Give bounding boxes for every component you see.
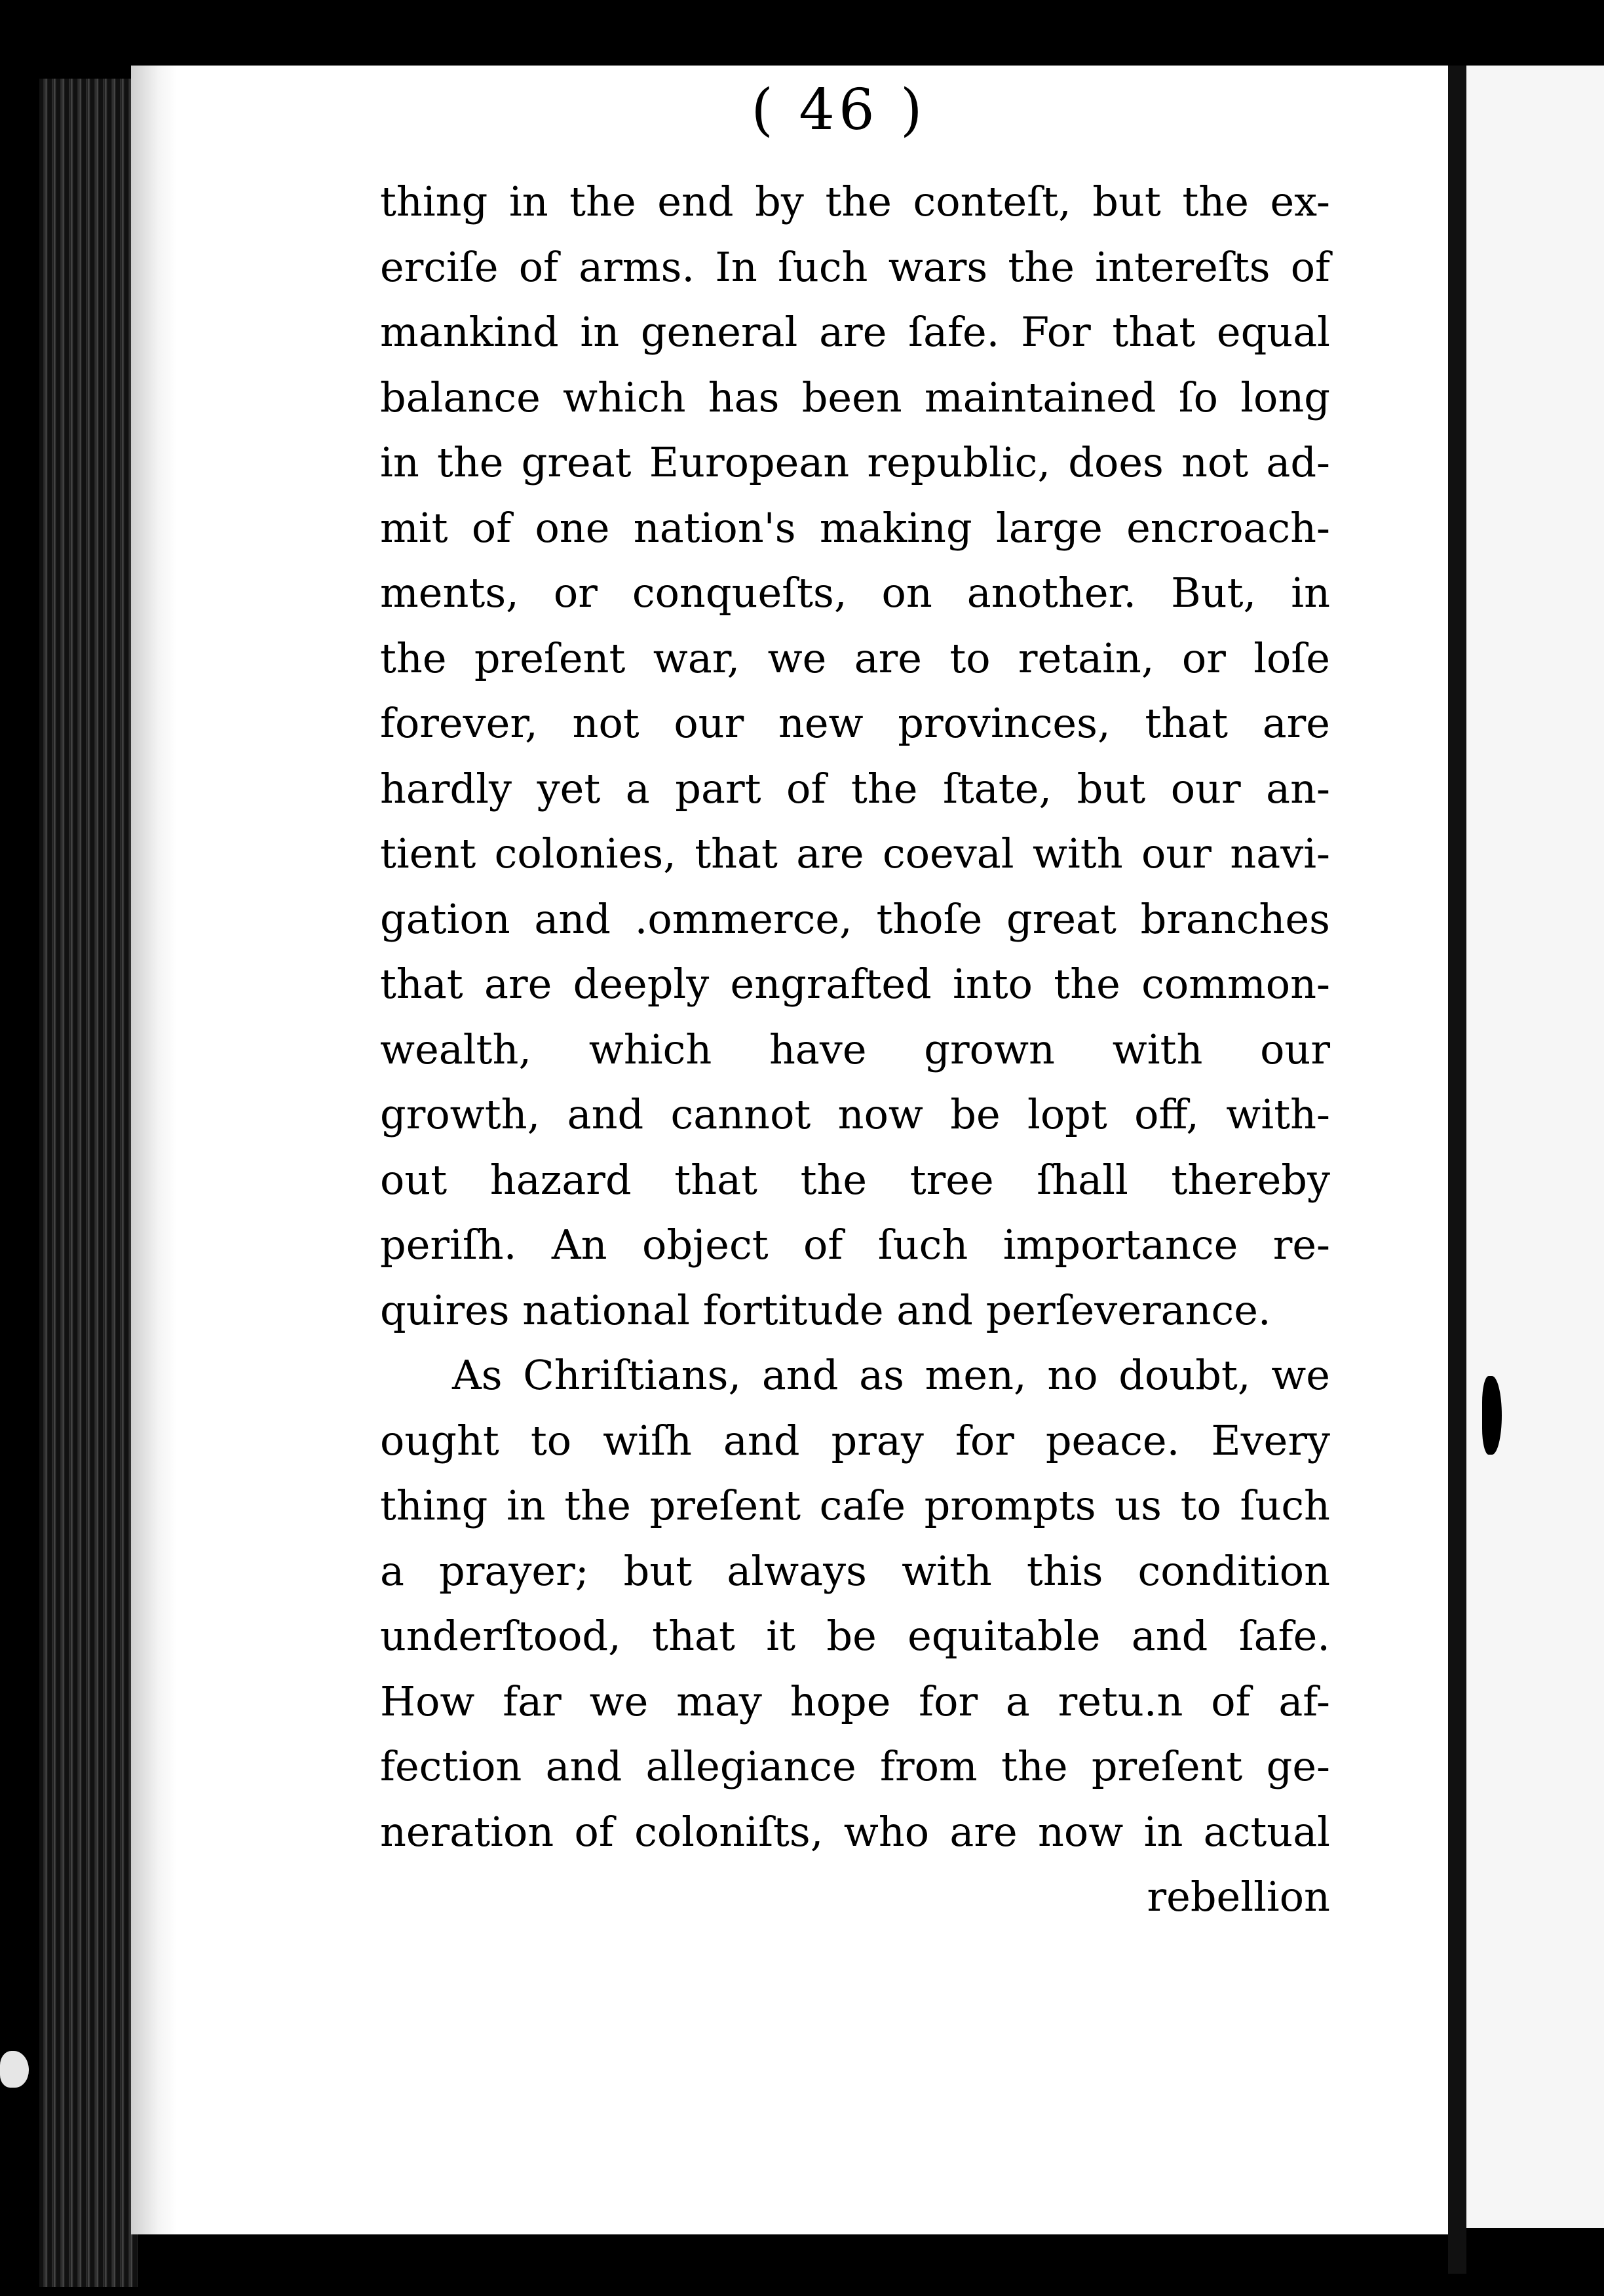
text-line: wealth, which have grown with our [380, 1025, 1330, 1073]
text-line: mankind in general are ſafe. For that equal [380, 308, 1330, 356]
book-page-edges [39, 79, 138, 2287]
paper-scrap [0, 2051, 29, 2088]
text-line: underſtood, that it be equitable and ſafe. [380, 1612, 1330, 1660]
text-line: balance which has been maintained ſo long [380, 373, 1330, 421]
binding-shadow [131, 66, 177, 2234]
text-line: in the great European republic, does not ad- [380, 438, 1330, 486]
page-number: ( 46 ) [751, 77, 926, 143]
text-line: mit of one nation's making large encroach- [380, 503, 1330, 552]
text-line: growth, and cannot now be lopt off, with- [380, 1090, 1330, 1138]
text-line: out hazard that the tree ſhall thereby [380, 1155, 1330, 1204]
text-line: erciſe of arms. In ſuch wars the intereſts of [380, 242, 1330, 291]
text-line: thing in the preſent caſe prompts us to ſuch [380, 1482, 1330, 1529]
text-line: that are deeply engrafted into the common- [380, 960, 1330, 1008]
text-line: tient colonies, that are coeval with our navi- [380, 830, 1330, 877]
text-line: As Chriſtians, and as men, no doubt, we [452, 1351, 1330, 1399]
text-line: hardly yet a part of the ſtate, but our an- [380, 764, 1330, 813]
text-line: ments, or conqueſts, on another. But, in [380, 569, 1330, 617]
page-edge-mark [1482, 1376, 1502, 1455]
text-line: forever, not our new provinces, that are [380, 699, 1330, 747]
book-gutter [1448, 66, 1466, 2274]
text-line: gation and .ommerce, thoſe great branches [380, 894, 1330, 943]
text-line: ought to wiſh and pray for peace. Every [380, 1416, 1330, 1464]
text-line: quires national fortitude and perſeverance. [380, 1286, 1271, 1334]
text-line: a prayer; but always with this condition [380, 1546, 1330, 1595]
text-line: neration of coloniſts, who are now in actual [380, 1807, 1330, 1856]
text-line: thing in the end by the conteſt, but the ex- [380, 178, 1330, 225]
facing-page-edge [1466, 66, 1604, 2228]
text-line: the preſent war, we are to retain, or loſe [380, 634, 1330, 682]
body-text [380, 169, 1330, 1930]
text-line: fection and allegiance from the preſent ge- [380, 1742, 1330, 1790]
text-line: periſh. An object of ſuch importance re- [380, 1221, 1330, 1269]
text-line: How far we may hope for a retu.n of af- [380, 1677, 1330, 1725]
catchword: rebellion [1147, 1873, 1330, 1921]
